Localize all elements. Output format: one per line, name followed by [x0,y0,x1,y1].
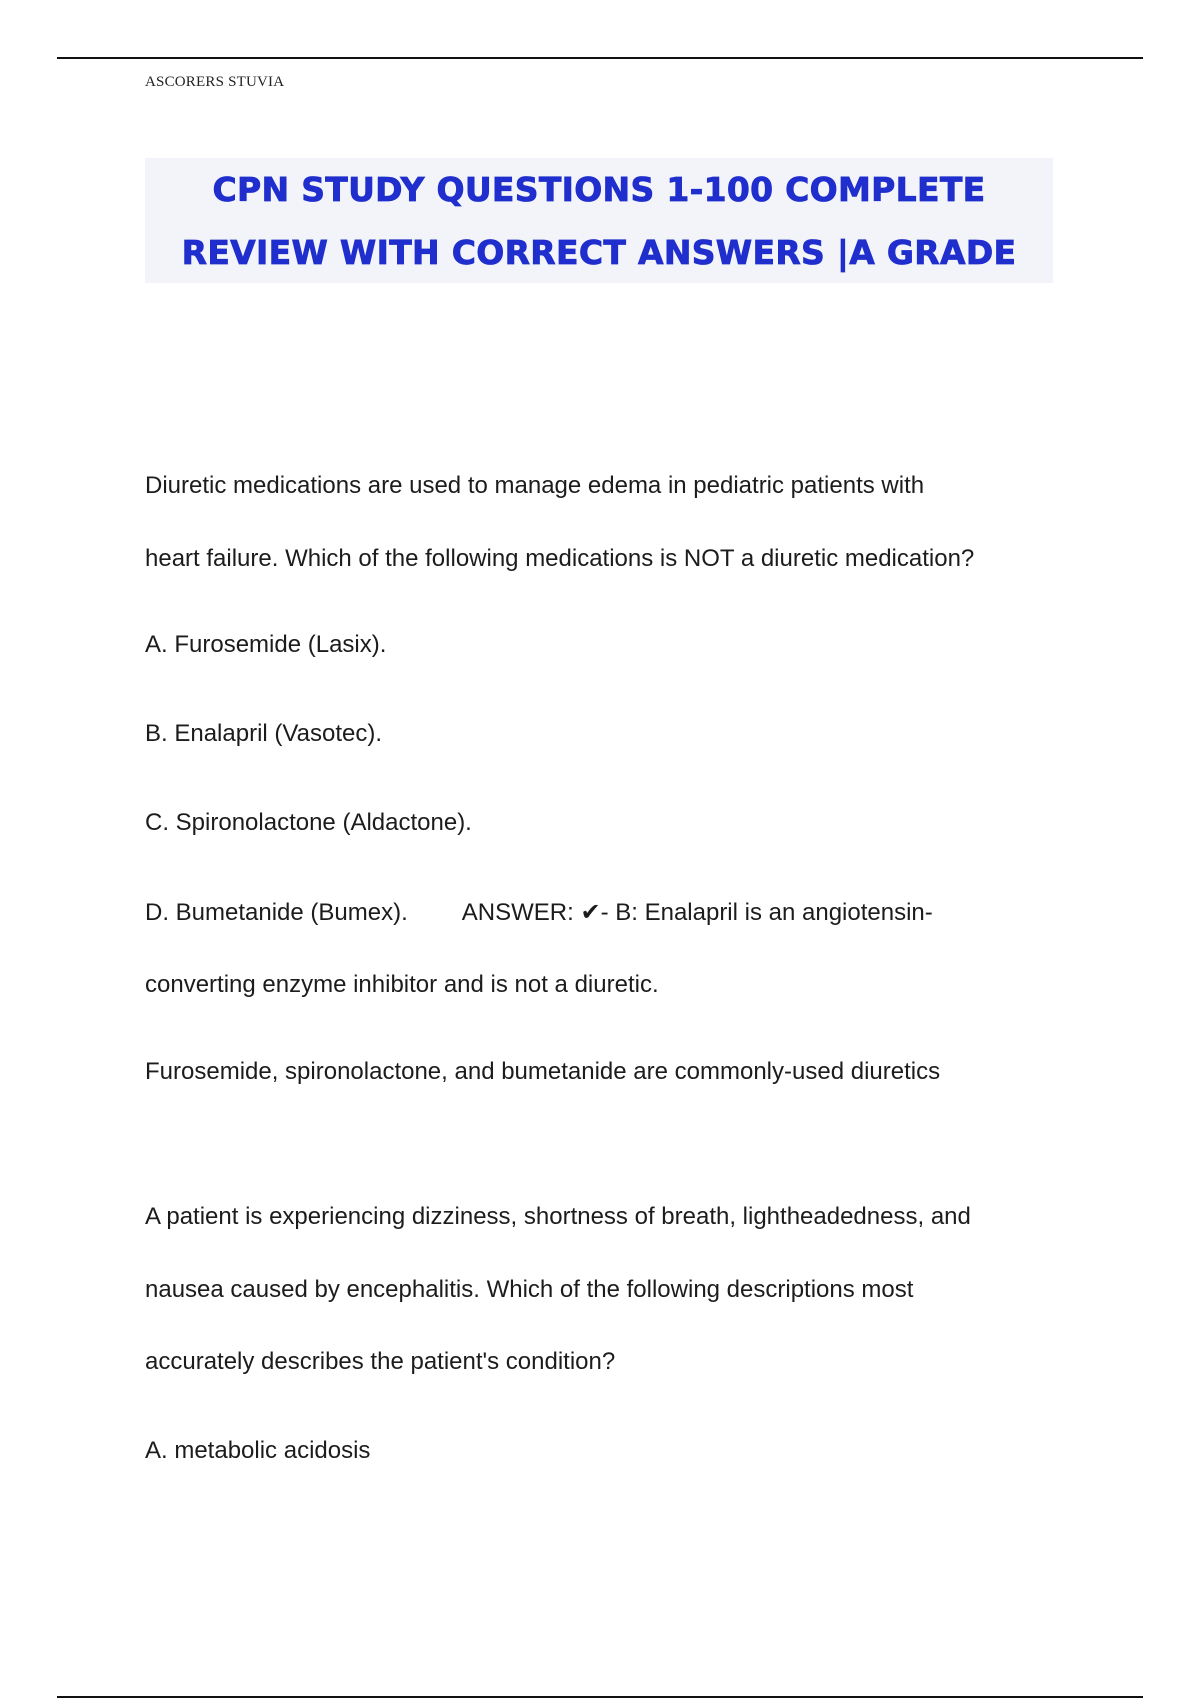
question-1-stem-line-1: Diuretic medications are used to manage edema in pediatric patients with [145,472,925,499]
question-2-stem-line-1: A patient is experiencing dizziness, shortness of breath, lightheadedness, and [145,1203,971,1230]
answer-text: - B: Enalapril is an angiotensin- [600,899,933,926]
title-line-2: REVIEW WITH CORRECT ANSWERS |A GRADE [181,233,1017,272]
question-1-option-d-with-answer [145,897,933,928]
header-rule [57,57,1143,59]
question-1-option-d: D. Bumetanide (Bumex). [145,899,408,926]
question-1-option-b: B. Enalapril (Vasotec). [145,720,382,747]
question-2-option-a: A. metabolic acidosis [145,1437,371,1464]
answer-line-3: Furosemide, spironolactone, and bumetanide are commonly-used diuretics [145,1058,941,1085]
answer-prefix: ANSWER: [461,899,581,926]
question-2-stem-line-2: nausea caused by encephalitis. Which of the following descriptions most [145,1276,914,1303]
header-label: ASCORERS STUVIA [145,74,285,90]
question-2-stem-line-3: accurately describes the patient's condition? [145,1348,616,1375]
question-1-stem-line-2: heart failure. Which of the following medications is NOT a diuretic medication? [145,545,975,572]
checkmark-icon: ✔ [580,898,601,926]
footer-rule [57,1696,1143,1698]
question-1-option-c: C. Spironolactone (Aldactone). [145,809,472,836]
question-1-option-a: A. Furosemide (Lasix). [145,631,387,658]
answer-line-2: converting enzyme inhibitor and is not a diuretic. [145,971,659,998]
title-line-1: CPN STUDY QUESTIONS 1-100 COMPLETE [212,170,986,209]
document-title [145,158,1053,283]
